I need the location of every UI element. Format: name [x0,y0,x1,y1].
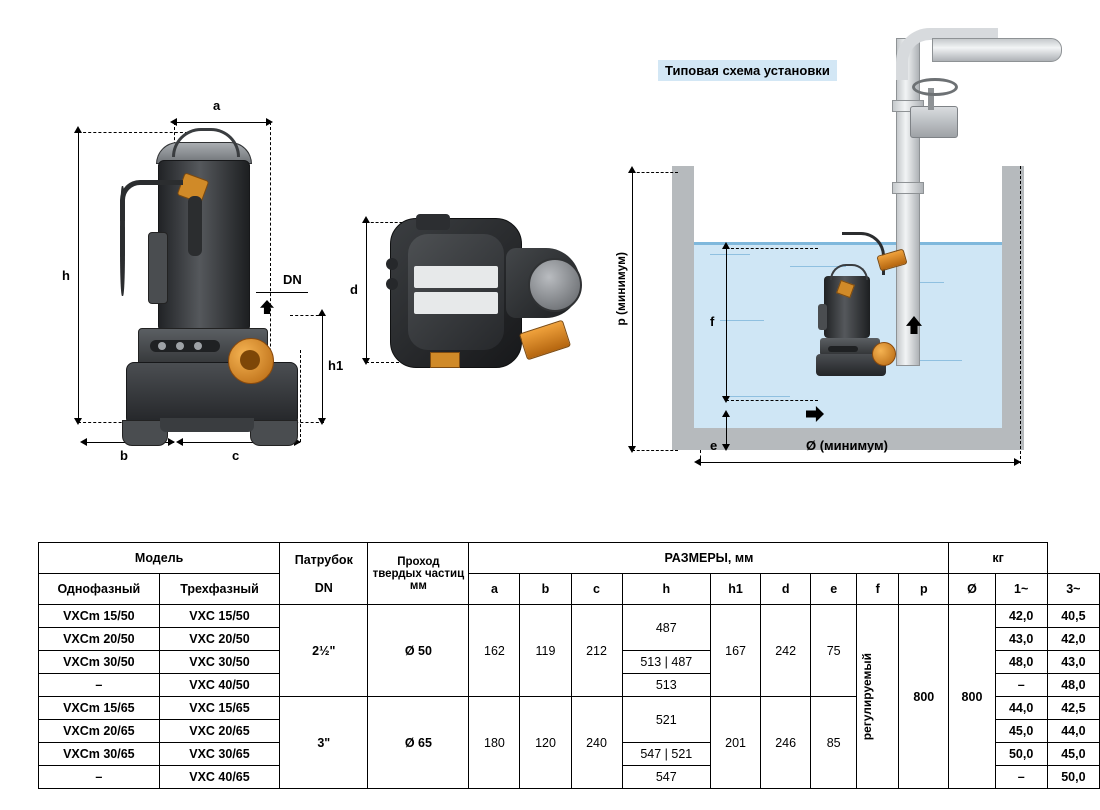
installation-scheme [610,20,1090,490]
cable-bend [120,180,183,221]
header-model: Модель [39,543,280,574]
scheme-cable [842,232,885,275]
dim-b-arrow-right [168,438,175,446]
label-dn: DN [283,272,302,287]
water-ripple-6 [730,396,790,397]
cell-h1-group1: 167 [711,605,761,697]
cell-solids-group2: Ø 65 [368,697,469,789]
cell-h-group1-r1: 487 [622,605,711,651]
header-c: c [571,574,622,605]
cell-three-phase: VXC 40/50 [159,674,280,697]
top-cable-port-2 [386,278,398,290]
specifications-table [38,542,1100,789]
cell-a-group2: 180 [469,697,520,789]
dim-h-line [78,132,79,422]
cell-dn-group2: 3" [280,697,368,789]
dim-p-line [632,172,633,450]
bolt-3 [194,342,202,350]
header-dn-label: DN [314,580,333,595]
cell-single-phase: VXCm 30/65 [39,743,160,766]
scheme-title: Типовая схема установки [658,60,837,81]
cell-solids-group1: Ø 50 [368,605,469,697]
cell-f-text: регулируемый [860,652,875,741]
cell-kg3: 50,0 [1047,766,1099,789]
header-three-phase: Трехфазный [159,574,280,605]
ext-line-diam-right [1020,166,1021,464]
cell-c-group2: 240 [571,697,622,789]
cell-a-group1: 162 [469,605,520,697]
cable-gland [188,196,202,256]
scheme-bolt-strip [828,346,858,352]
suction-base [160,418,254,432]
header-dimensions: РАЗМЕРЫ, мм [469,543,949,574]
cell-three-phase: VXC 20/50 [159,628,280,651]
cell-e-group1: 75 [811,605,857,697]
table-row [39,605,1100,628]
bolt-1 [158,342,166,350]
outlet-pipe-horizontal [932,38,1062,62]
water-ripple-1 [710,254,750,255]
dim-h1-line [322,315,323,422]
cell-kg3: 44,0 [1047,720,1099,743]
label-h1: h1 [328,358,344,373]
cell-three-phase: VXC 30/65 [159,743,280,766]
ext-line-h1-top [290,315,324,316]
dim-e-arrow-top [722,410,730,417]
header-solids-line1: Проход [397,555,440,568]
header-a: a [469,574,520,605]
ext-line-h-top [78,132,188,133]
label-plate-2 [414,292,498,314]
top-cable-port-1 [386,258,398,270]
header-f: f [857,574,899,605]
header-b: b [520,574,571,605]
cell-b-group2: 120 [520,697,571,789]
cell-kg1: 48,0 [995,651,1047,674]
cell-b-group1: 119 [520,605,571,697]
dim-d-line [366,222,367,362]
cell-three-phase: VXC 15/50 [159,605,280,628]
dn-leader [256,292,308,293]
cell-h1-group2: 201 [711,697,761,789]
cell-three-phase: VXC 20/65 [159,720,280,743]
foot-right [250,420,298,446]
scheme-motor-fin [818,304,827,330]
dim-f-line [726,248,727,400]
pump-top-view [330,200,610,390]
table-header-row-1 [39,543,1100,574]
cell-d-group1: 242 [761,605,811,697]
dim-b-arrow-left [80,438,87,446]
cell-three-phase: VXC 15/65 [159,697,280,720]
gate-valve-body [910,106,958,138]
cell-h-group2-r1: 521 [622,697,711,743]
header-port-label: Патрубок [294,552,353,567]
cell-dn-group1: 2½" [280,605,368,697]
top-discharge-opening [528,258,582,312]
label-f: f [710,314,715,329]
valve-handwheel-icon [912,78,958,96]
ext-line-c-right [300,350,301,442]
cell-kg3: 42,0 [1047,628,1099,651]
header-solids [368,543,469,605]
flow-arrow-icon [260,300,274,314]
header-kg1: 1~ [995,574,1047,605]
cell-single-phase: VXCm 15/50 [39,605,160,628]
table-header-row-2 [39,574,1100,605]
cell-kg3: 45,0 [1047,743,1099,766]
cell-h-group1-r4: 513 [622,674,711,697]
discharge-port [240,350,260,370]
cell-kg1: 50,0 [995,743,1047,766]
cell-single-phase: – [39,766,160,789]
cell-kg1: 43,0 [995,628,1047,651]
label-c: c [232,448,240,463]
header-kg3: 3~ [1047,574,1099,605]
pit-wall-left [672,166,694,450]
motor-fin-left [148,232,168,304]
top-orange-float [519,320,571,361]
label-a: a [213,98,221,113]
label-d: d [350,282,358,297]
top-orange-clip [430,352,460,368]
top-handle [416,214,450,230]
header-port [280,543,368,605]
header-diam: Ø [949,574,995,605]
cell-f-all [857,605,899,789]
bolt-2 [176,342,184,350]
cell-single-phase: – [39,674,160,697]
cell-single-phase: VXCm 30/50 [39,651,160,674]
cell-kg3: 43,0 [1047,651,1099,674]
cell-three-phase: VXC 40/65 [159,766,280,789]
ext-line-f-top [726,248,818,249]
dim-a-line [174,122,270,123]
pipe-coupling-2 [892,182,924,194]
cell-single-phase: VXCm 20/65 [39,720,160,743]
cell-kg3: 42,5 [1047,697,1099,720]
header-h: h [622,574,711,605]
ext-line-p-top [632,172,678,173]
cell-three-phase: VXC 30/50 [159,651,280,674]
cell-kg3: 48,0 [1047,674,1099,697]
header-solids-line3: мм [409,579,427,592]
dim-e-arrow-bottom [722,444,730,451]
cell-h-group1-r3: 513 | 487 [622,651,711,674]
cell-kg1: – [995,766,1047,789]
cell-h-group2-r3: 547 | 521 [622,743,711,766]
label-p: p (минимум) [614,252,628,326]
ext-line-p-bottom [632,450,678,451]
header-kg: кг [949,543,1047,574]
label-h: h [62,268,70,283]
cell-kg1: – [995,674,1047,697]
header-solids-line2: твердых частиц [372,567,465,580]
dim-diameter-line [700,462,1020,463]
label-diameter: Ø (минимум) [806,438,888,453]
cell-h-group2-r4: 547 [622,766,711,789]
cell-kg1: 44,0 [995,697,1047,720]
label-plate-1 [414,266,498,288]
label-e: e [710,438,718,453]
cell-kg1: 45,0 [995,720,1047,743]
cell-p-all: 800 [899,605,949,789]
scheme-discharge-flange [872,342,896,366]
cell-c-group1: 212 [571,605,622,697]
scheme-pump [818,260,888,380]
label-b: b [120,448,128,463]
cell-kg3: 40,5 [1047,605,1099,628]
ext-line-f-bottom [726,400,818,401]
cell-diam-all: 800 [949,605,995,789]
dim-c-arrow-left [176,438,183,446]
header-d: d [761,574,811,605]
header-h1: h1 [711,574,761,605]
cell-e-group2: 85 [811,697,857,789]
cell-kg1: 42,0 [995,605,1047,628]
cell-d-group2: 246 [761,697,811,789]
cell-single-phase: VXCm 20/50 [39,628,160,651]
cell-single-phase: VXCm 15/65 [39,697,160,720]
header-single-phase: Однофазный [39,574,160,605]
ext-line-diam-left [700,450,701,464]
header-e: e [811,574,857,605]
header-p: p [899,574,949,605]
volute-casing [126,362,298,426]
